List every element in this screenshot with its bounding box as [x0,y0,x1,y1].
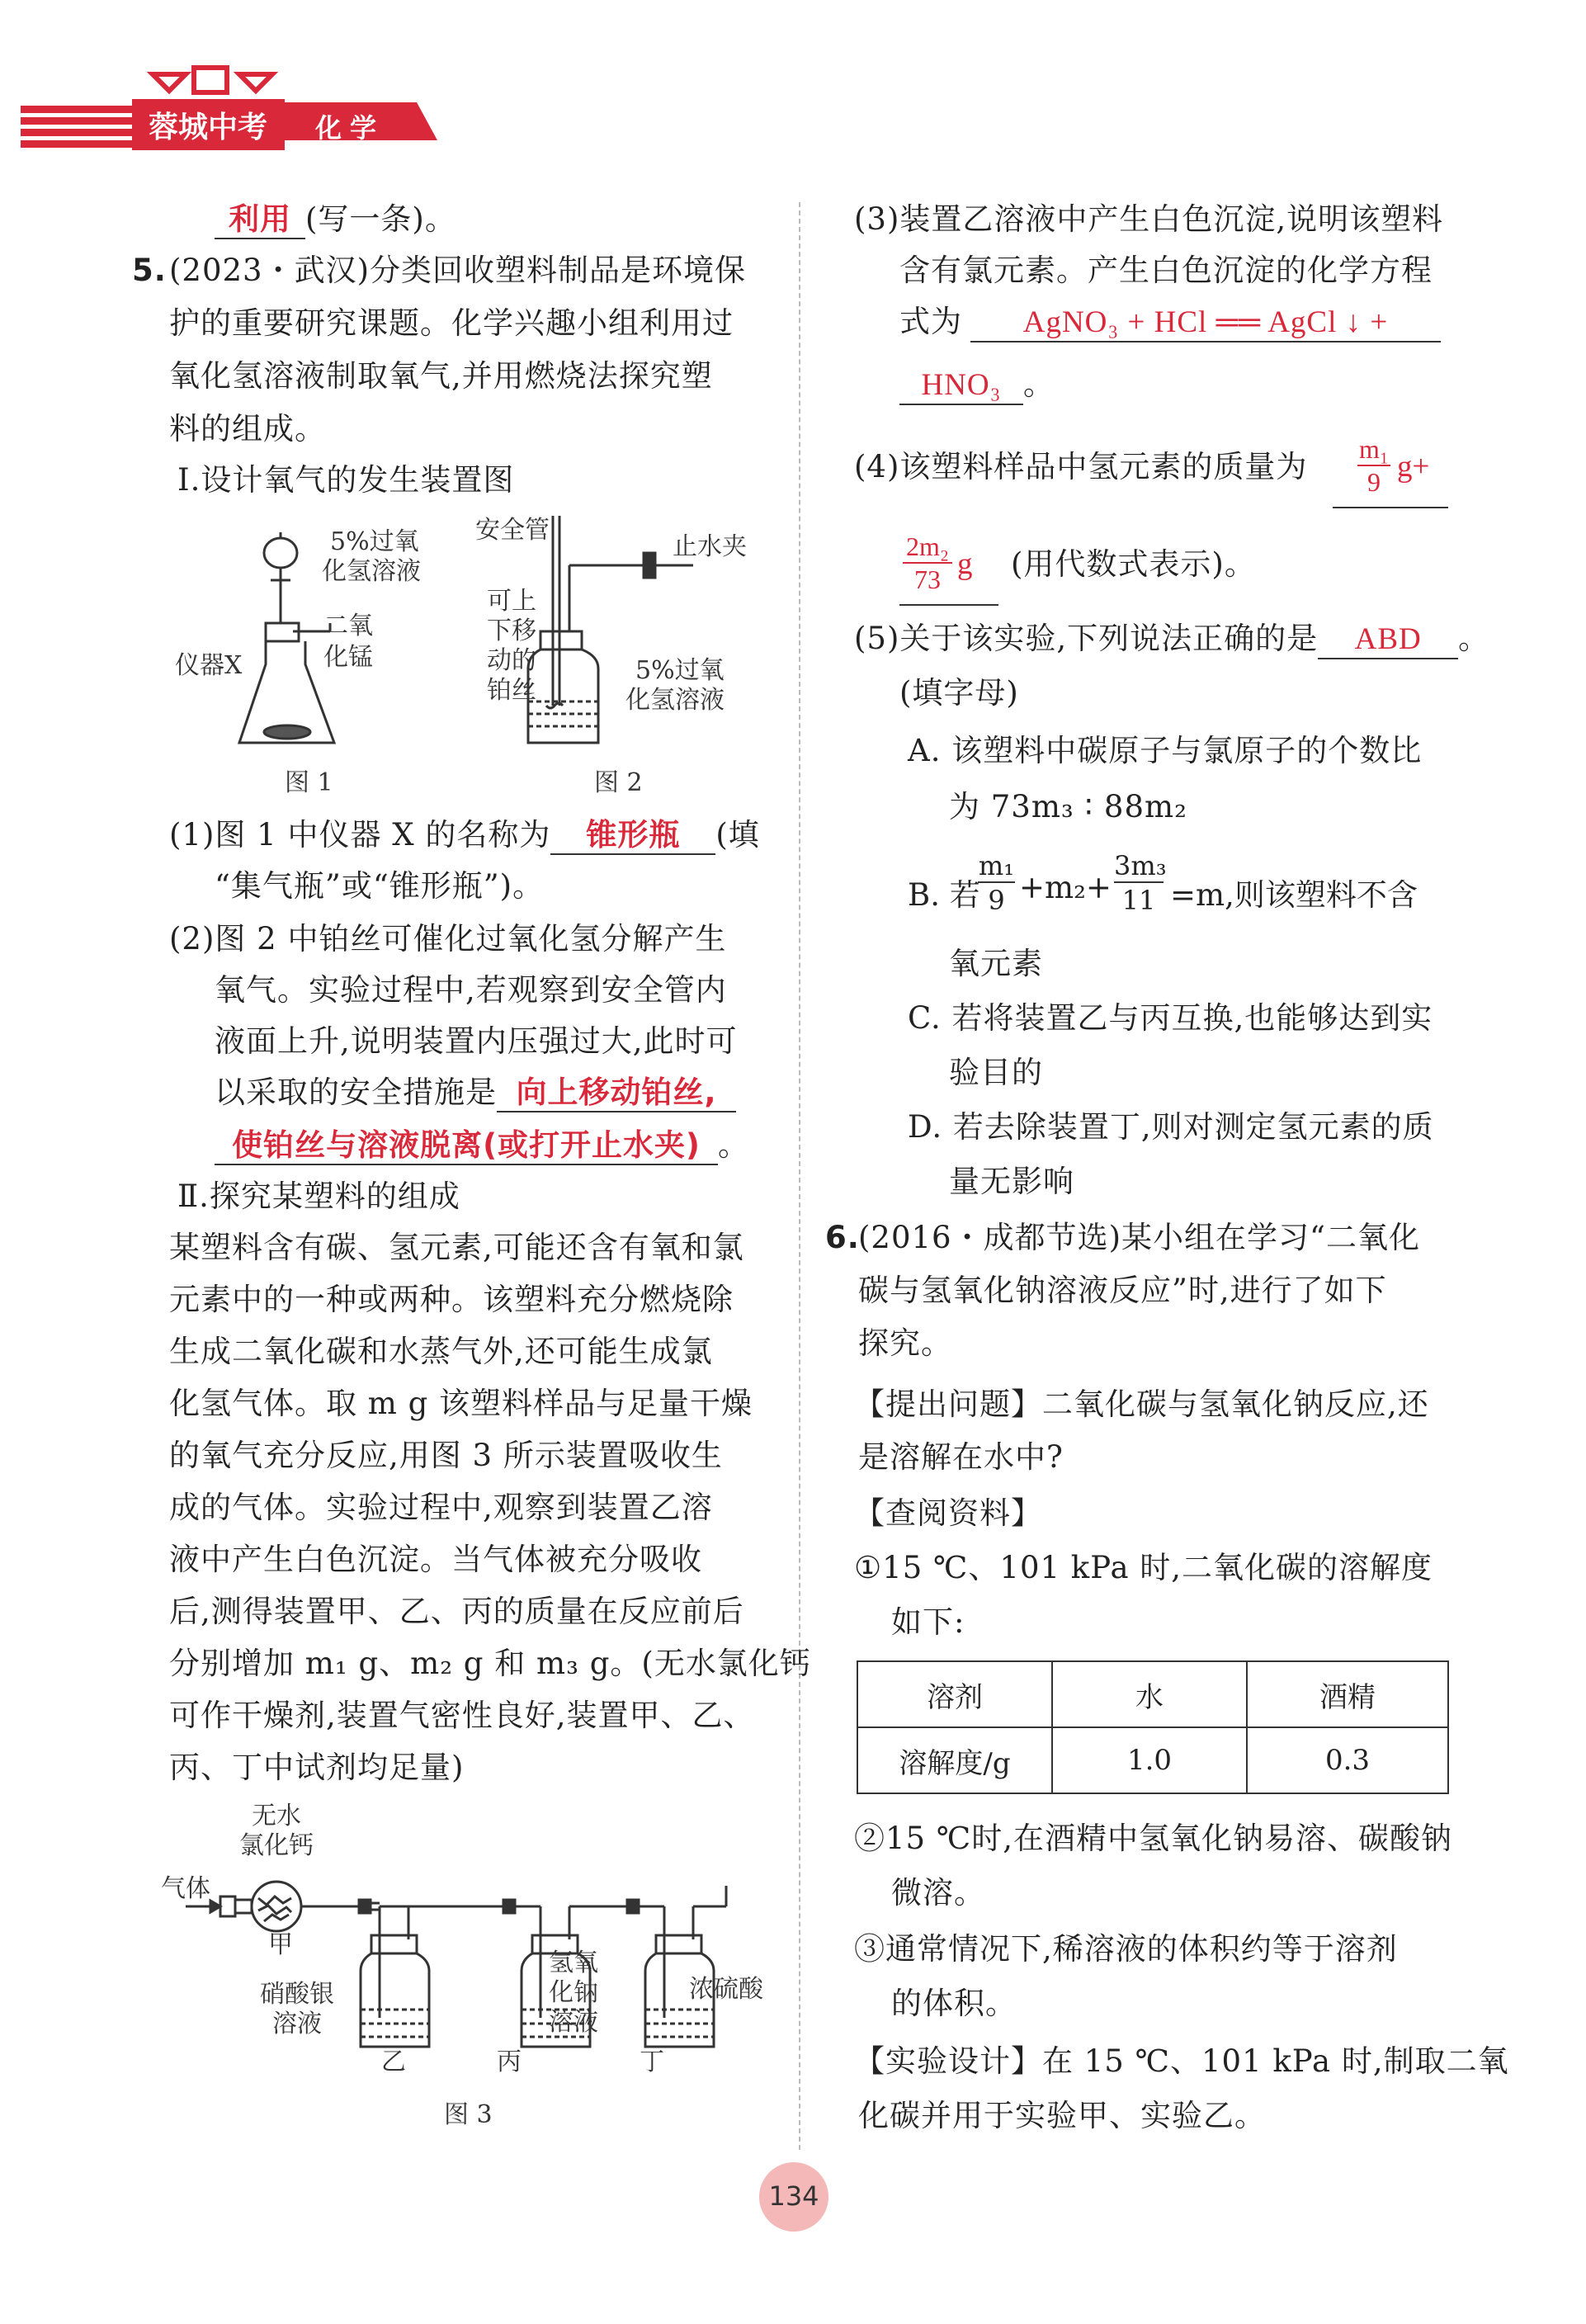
solubility-table [857,1660,1449,1794]
table-row [857,1727,1448,1793]
answer-sub3-part2: HNO₃ [899,367,1023,405]
fig3-label-gas: 气体 [161,1874,210,1903]
q5-line-1: (2023・武汉)分类回收塑料制品是环境保 [169,253,747,288]
option-d-line1: D. 若去除装置丁,则对测定氢元素的质 [908,1109,1434,1145]
fig3-label-jia: 甲 [268,1930,293,1959]
fig3-label-naoh-2: 化钠 [549,1978,598,2007]
question-5-number: 5. [132,253,167,288]
table-header-row [857,1661,1448,1727]
body-line-1: 某塑料含有碳、氢元素,可能还含有氧和氯 [169,1230,744,1265]
material-1-line1: ①15 ℃、101 kPa 时,二氧化碳的溶解度 [854,1550,1433,1585]
q5-sub2-line4: 以采取的安全措施是 向上移动铂丝, [215,1075,736,1112]
q5-sub3-line1: (3)装置乙溶液中产生白色沉淀,说明该塑料 [854,201,1444,237]
fig3-caption: 图 3 [444,2100,493,2129]
table-cell: 0.3 [1247,1727,1448,1793]
fig2-label-solution-2: 化氢溶液 [625,686,725,715]
body-line-11: 丙、丁中试剂均足量) [169,1750,465,1785]
q6-line-2: 碳与氢氧化钠溶液反应”时,进行了如下 [858,1273,1387,1308]
column-divider [799,202,800,2150]
q5-sub3-line4: HNO₃ 。 [899,366,1055,405]
fig2-label-safety-tube: 安全管 [475,516,550,545]
answer-sub3-part1: AgNO₃ + HCl ══ AgCl ↓ + [970,305,1441,342]
q5-sub1-line2: “集气瓶”或“锥形瓶”)。 [215,868,545,904]
q5-sub3-line3: 式为 AgNO₃ + HCl ══ AgCl ↓ + [899,304,1441,342]
option-c-line2: 验目的 [949,1055,1043,1090]
answer-sub2-part1: 向上移动铂丝, [497,1075,736,1112]
fig2-label-wire-3: 动的 [487,646,536,675]
page-number: 134 [768,2180,819,2212]
q5-sub5-line1: (5)关于该实验,下列说法正确的是 ABD 。 [854,621,1489,659]
fig3-label-ding: 丁 [640,2048,664,2076]
answer-line0: 利用 [215,201,305,239]
answer-sub4-part1: m₁ 9 g+ [1333,431,1448,508]
fig2-label-clip: 止水夹 [673,532,747,561]
q5-line-4: 料的组成。 [169,411,326,446]
q5-line-3: 氧化氢溶液制取氧气,并用燃烧法探究塑 [169,358,713,394]
fig3-label-naoh-3: 溶液 [549,2008,598,2037]
section-1-title: Ⅰ.设计氧气的发生装置图 [177,462,515,498]
q5-sub2-line3: 液面上升,说明装置内压强过大,此时可 [215,1023,738,1059]
body-line-6: 成的气体。实验过程中,观察到装置乙溶 [169,1490,713,1525]
experiment-design-line2: 化碳并用于实验甲、实验乙。 [858,2098,1266,2133]
question-6-number: 6. [825,1220,860,1255]
fig3-label-cacl2-1: 无水 [252,1802,301,1830]
q5-line-2: 护的重要研究课题。化学兴趣小组利用过 [169,305,734,341]
material-1-line2: 如下: [891,1604,965,1640]
fig3-label-agno3-2: 溶液 [272,2010,322,2038]
q5-sub2-line5: 使铂丝与溶液脱离(或打开止水夹) 。 [215,1127,749,1165]
fig2-label-wire-4: 铂丝 [487,676,536,705]
pose-question-line2: 是溶解在水中? [858,1439,1064,1475]
q4-continued-line: 利用 (写一条)。 [215,201,456,239]
body-line-5: 的氧气充分反应,用图 3 所示装置吸收生 [169,1438,723,1473]
q5-sub5-fill-hint: (填字母) [899,675,1019,711]
header-subject: 化学 [315,112,385,144]
pose-question-line1: 【提出问题】二氧化碳与氢氧化钠反应,还 [854,1386,1429,1422]
body-line-10: 可作干燥剂,装置气密性良好,装置甲、乙、 [169,1698,755,1733]
table-header-cell: 酒精 [1247,1661,1448,1727]
material-2-line1: ②15 ℃时,在酒精中氢氧化钠易溶、碳酸钠 [854,1821,1452,1856]
fig3-label-agno3-1: 硝酸银 [260,1980,334,2009]
body-line-2: 元素中的一种或两种。该塑料充分燃烧除 [169,1282,734,1317]
fig3-label-bing: 丙 [497,2048,522,2076]
table-cell: 1.0 [1052,1727,1247,1793]
answer-sub2-part2: 使铂丝与溶液脱离(或打开止水夹) [215,1127,718,1165]
fig2-caption: 图 2 [594,768,643,797]
fig3-label-yi: 乙 [381,2048,406,2076]
fig1-label-h2o2-1: 5%过氧 [330,527,419,556]
option-a-line2: 为 73m₃ ∶ 88m₂ [949,789,1187,824]
material-2-line2: 微溶。 [891,1875,985,1911]
material-3-line2: 的体积。 [891,1986,1017,2021]
option-b-line2: 氧元素 [949,946,1043,981]
fig1-caption: 图 1 [285,768,333,797]
fig2-label-wire-2: 下移 [487,616,536,645]
table-header-cell: 溶剂 [857,1661,1052,1727]
q5-sub2-line1: (2)图 2 中铂丝可催化过氧化氢分解产生 [169,921,727,957]
answer-sub4-part2: 2m₂ 73 g [899,528,998,606]
option-c-line1: C. 若将装置乙与丙互换,也能够达到实 [908,1000,1433,1036]
table-cell: 溶解度/g [857,1727,1052,1793]
body-line-3: 生成二氧化碳和水蒸气外,还可能生成氯 [169,1334,713,1369]
bottle-yi [361,1935,429,2047]
q6-line-1: (2016・成都节选)某小组在学习“二氧化 [858,1220,1420,1255]
header-brand: 蓉城中考 [149,111,268,144]
table-header-cell: 水 [1052,1661,1247,1727]
experiment-design-line1: 【实验设计】在 15 ℃、101 kPa 时,制取二氧 [854,2043,1509,2079]
body-line-9: 分别增加 m₁ g、m₂ g 和 m₃ g。(无水氯化钙 [169,1646,811,1681]
answer-sub5: ABD [1318,621,1458,659]
body-line-7: 液中产生白色沉淀。当气体被充分吸收 [169,1542,702,1577]
fig3-label-naoh-1: 氢氧 [549,1948,598,1977]
fig1-label-instrument-x: 仪器X [175,651,243,680]
option-a-line1: A. 该塑料中碳原子与氯原子的个数比 [908,733,1423,768]
answer-sub1: 锥形瓶 [550,817,715,855]
q5-sub4-line1: (4)该塑料样品中氢元素的质量为 [854,449,1308,484]
q5-sub1-line1: (1)图 1 中仪器 X 的名称为 锥形瓶 (填 [169,817,760,855]
section-2-title: Ⅱ.探究某塑料的组成 [177,1179,460,1214]
material-3-line1: ③通常情况下,稀溶液的体积约等于溶剂 [854,1931,1398,1967]
body-line-8: 后,测得装置甲、乙、丙的质量在反应前后 [169,1594,744,1629]
body-line-4: 化氢气体。取 m g 该塑料样品与足量干燥 [169,1386,753,1421]
consult-materials-title: 【查阅资料】 [854,1495,1042,1531]
q5-sub3-line2: 含有氯元素。产生白色沉淀的化学方程 [899,253,1433,288]
q5-sub4-tail: (用代数式表示)。 [1011,546,1256,582]
q5-sub2-line2: 氧气。实验过程中,若观察到安全管内 [215,972,727,1008]
fig1-apparatus [239,532,334,743]
fig1-label-h2o2-2: 化氢溶液 [322,557,421,586]
fig3-label-cacl2-2: 氯化钙 [239,1831,314,1860]
option-b-line1: B. 若 m₁ 9 +m₂+ 3m₃ 11 =m,则该塑料不含 [908,850,1418,916]
fig2-label-solution-1: 5%过氧 [635,656,725,685]
fig3-label-h2so4: 浓硫酸 [689,1975,763,2004]
fig2-label-wire-1: 可上 [487,587,536,616]
fig1-label-mno2-2: 化锰 [323,643,373,672]
fig1-label-mno2-1: 二氧 [323,612,373,640]
option-d-line2: 量无影响 [949,1164,1074,1199]
q6-line-3: 探究。 [858,1325,952,1361]
